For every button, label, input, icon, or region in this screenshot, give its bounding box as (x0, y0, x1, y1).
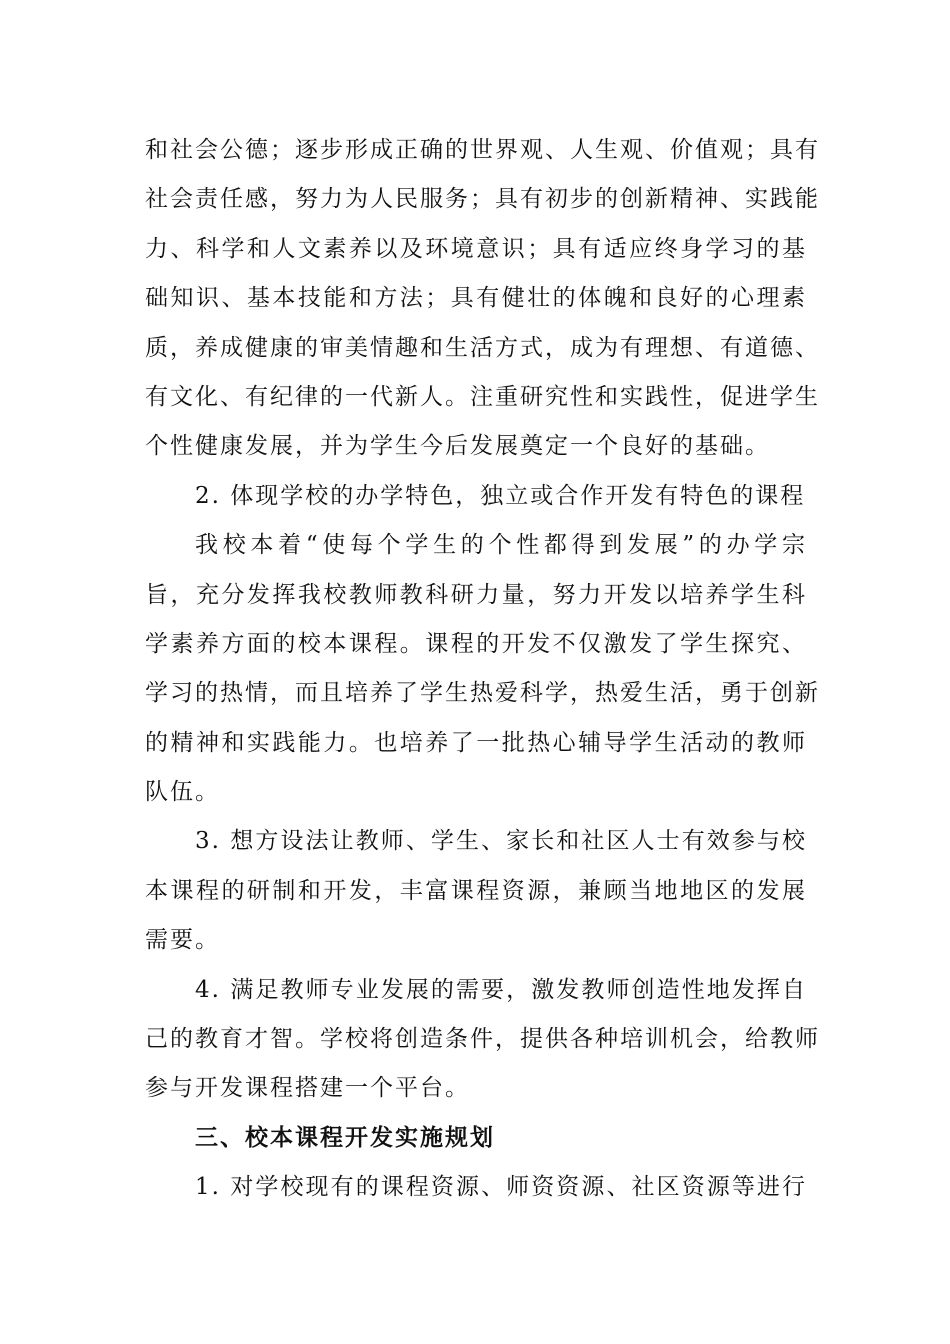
text-line: 2. 体现学校的办学特色，独立或合作开发有特色的课程 (195, 482, 806, 509)
text-line: 社会责任感，努力为人民服务；具有初步的创新精神、实践能 (145, 186, 820, 213)
text-line: 参与开发课程搭建一个平台。 (145, 1075, 470, 1102)
text-line: 学习的热情，而且培养了学生热爱科学，热爱生活，勇于创新 (145, 680, 820, 707)
text-line: 力、科学和人文素养以及环境意识；具有适应终身学习的基 (145, 235, 807, 262)
text-line: 有文化、有纪律的一代新人。注重研究性和实践性，促进学生 (145, 383, 820, 410)
text-line: 己的教育才智。学校将创造条件，提供各种培训机会，给教师 (145, 1026, 820, 1053)
text-line: 学素养方面的校本课程。课程的开发不仅激发了学生探究、 (145, 630, 807, 657)
text-line: 质，养成健康的审美情趣和生活方式，成为有理想、有道德、 (145, 334, 820, 361)
text-line: 础知识、基本技能和方法；具有健壮的体魄和良好的心理素 (145, 285, 807, 312)
text-line: 和社会公德；逐步形成正确的世界观、人生观、价值观；具有 (145, 137, 820, 163)
document-body (145, 126, 820, 1213)
text-line: 个性健康发展，并为学生今后发展奠定一个良好的基础。 (145, 433, 770, 460)
text-line: 3. 想方设法让教师、学生、家长和社区人士有效参与校 (195, 828, 807, 855)
text-line: 旨，充分发挥我校教师教科研力量，努力开发以培养学生科 (145, 581, 807, 608)
text-line: 的精神和实践能力。也培养了一批热心辅导学生活动的教师 (145, 729, 807, 756)
text-line: 我校本着“使每个学生的个性都得到发展”的办学宗 (195, 532, 807, 559)
text-line: 1. 对学校现有的课程资源、师资资源、社区资源等进行 (195, 1174, 807, 1201)
section-heading: 三、校本课程开发实施规划 (195, 1124, 495, 1151)
text-line: 4. 满足教师专业发展的需要，激发教师创造性地发挥自 (195, 976, 807, 1003)
text-line: 本课程的研制和开发，丰富课程资源，兼顾当地地区的发展 (145, 877, 807, 904)
text-line: 需要。 (145, 927, 220, 954)
text-line: 队伍。 (145, 779, 220, 806)
